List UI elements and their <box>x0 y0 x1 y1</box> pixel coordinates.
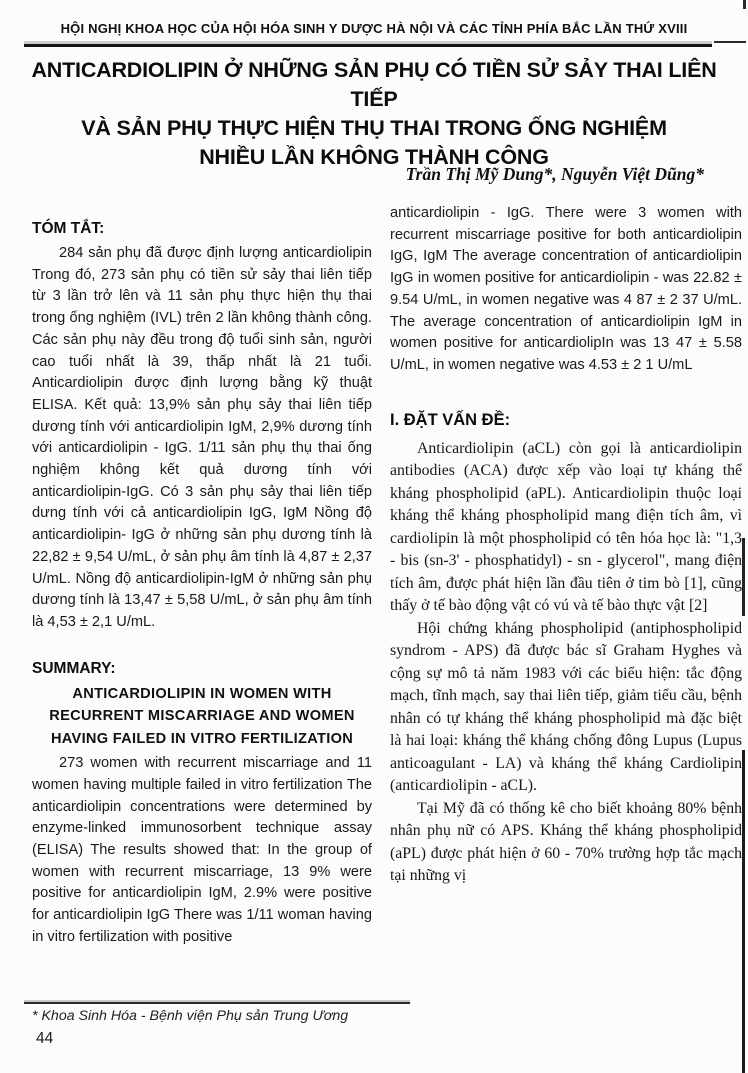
summary-continuation: anticardiolipin - IgG. There were 3 women with recurrent miscarriage positive for both anticardiolipin IgG, IgM The average concentration of anticardiolipin IgG in women positive for anticardiolipin - was 22.82 ± 9.54 U/mL, in women negative was 4 87 ± 2 37 U/mL. The average concentration of anticardiolipin IgM in women positive for anticardiolipIn was 13 47 ± 5.58 U/mL, in women negative was 4.53 ± 2 1 U/mL <box>390 205 742 373</box>
conference-header: HỘI NGHỊ KHOA HỌC CỦA HỘI HÓA SINH Y DƯỢC HÀ NỘI VÀ CÁC TỈNH PHÍA BẮC LẦN THỨ XVIII <box>60 21 688 36</box>
left-column <box>32 220 372 948</box>
introduction-paragraph-1: Anticardiolipin (aCL) còn gọi là anticardiolipin antibodies (ACA) được xếp vào loại tự kháng thể kháng phospholipid (aPL). Anticardiolipin thuộc loại kháng thể kháng phospholipid mang điện tích âm, vì cardiolipin là một phospholipid có tên hóa học là: "1,3 - bis (sn-3' - phosphatidyl) - sn - glycerol", mang điện tích âm, được phát hiện lần đầu tiên ở tim bò [1], cũng thấy ở tế bào động vật có vú và tế bào thực vật [2] <box>390 439 742 615</box>
paper-title-line-2: VÀ SẢN PHỤ THỰC HIỆN THỤ THAI TRONG ỐNG NGHIỆM <box>81 116 667 140</box>
scan-artifact-top-right-tick <box>743 0 746 9</box>
summary-title: ANTICARDIOLIPIN IN WOMEN WITH RECURRENT MISCARRIAGE AND WOMEN HAVING FAILED IN VITRO FERTILIZATION <box>49 685 355 747</box>
abstract-heading: TÓM TẮT: <box>32 220 105 237</box>
introduction-body <box>390 438 742 888</box>
paper-title <box>20 56 728 172</box>
header-divider <box>24 44 712 47</box>
paper-title-line-1: ANTICARDIOLIPIN Ở NHỮNG SẢN PHỤ CÓ TIỀN SỬ SẢY THAI LIÊN TIẾP <box>31 58 717 111</box>
scan-artifact-vertical-line-upper <box>742 538 745 616</box>
scan-artifact-vertical-line-lower <box>742 750 745 1073</box>
summary-section <box>32 660 372 949</box>
footnote-divider <box>24 1002 410 1004</box>
introduction-heading: I. ĐẶT VẤN ĐỀ: <box>390 410 511 429</box>
right-column <box>390 203 742 888</box>
introduction-paragraph-2: Hội chứng kháng phospholipid (antiphospholipid syndrom - APS) đã được bác sĩ Graham Hyghes và cộng sự mô tả năm 1983 với các biểu hiện: tắc động mạch, tĩnh mạch, say thai liên tiếp, giảm tiểu cầu, bệnh nhân có tự kháng thể kháng phospholipid mà đặc biệt là hai loại: kháng thể kháng chống đông Lupus (Lupus anticoagulant - LA) và kháng thể kháng Cardiolipin (anticardiolipin - aCL). <box>390 619 742 795</box>
introduction-paragraph-3: Tại Mỹ đã có thống kê cho biết khoảng 80% bệnh nhân phụ nữ có APS. Kháng thể kháng phospholipid (aPL) được phát hiện ở 60 - 70% trường hợp tắc mạch tại những vị <box>390 799 742 885</box>
summary-heading: SUMMARY: <box>32 659 116 677</box>
summary-body: 273 women with recurrent miscarriage and 11 women having multiple failed in vitro fertilization The anticardiolipin concentrations were determined by enzyme-linked immunosorbent technique assay (ELISA) The results showed that: In the group of women with recurrent miscarriage, 13 9% were positive for anticardiolipin IgM, 2.9% were positive for anticardiolipin IgG There was 1/11 woman having in vitro fertilization with positive <box>32 755 372 945</box>
header-divider-right-dash <box>714 41 746 43</box>
footnote-affiliation: * Khoa Sinh Hóa - Bệnh viện Phụ sản Trung Ương <box>32 1008 349 1024</box>
paper-title-line-3: NHIỀU LẦN KHÔNG THÀNH CÔNG <box>199 145 549 169</box>
abstract-body: 284 sản phụ đã được định lượng anticardiolipin Trong đó, 273 sản phụ có tiền sử sảy thai liên tiếp từ 3 lần trở lên và 11 sản phụ thực hiện thụ thai trong ống nghiệm (IVL) trên 2 lần không thành công. Các sản phụ này đều trong độ tuổi sinh sản, người cao tuổi nhất là 39, thấp nhất là 21 tuổi. Anticardiolipin được định lượng bằng kỹ thuật ELISA. Kết quả: 13,9% sản phụ sảy thai liên tiếp dương tính với anticardiolipin IgM, 2,9% dương tính với anticardiolipin - IgG. 1/11 sản phụ thụ thai ống nghiệm không kết quả dương tính với anticardiolipin-IgG. Có 3 sản phụ sảy thai liên tiếp dưng tính với cả anticardiolipin IgG, IgM Nồng độ anticardiolipin- IgG ở những sản phụ dương tính là 22,82 ± 9,54 U/mL, ở sản phụ âm tính là 4,87 ± 2,37 U/mL. Nồng độ anticardiolipin-IgM ở những sản phụ dương tính là 13,47 ± 5,58 U/mL, ở sản phụ âm tính là 4,53 ± 2,1 U/mL. <box>32 245 372 630</box>
page-number: 44 <box>36 1030 54 1047</box>
authors-line: Trần Thị Mỹ Dung*, Nguyễn Việt Dũng* <box>405 164 704 184</box>
